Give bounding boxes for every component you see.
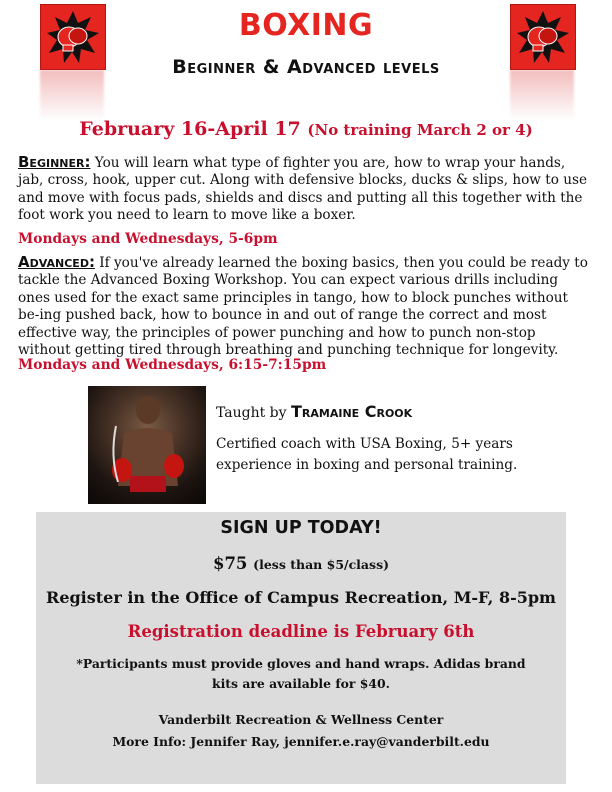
beginner-description: You will learn what type of fighter you are, how to wrap your hands, jab, cross, hook, upper cut. Along with defensive blocks, ducks & slips, how to use and move with focus pads, shields and discs and putting all this together with the foot work you need to learn to move like a boxer. xyxy=(18,155,588,224)
date-range-note: (No training March 2 or 4) xyxy=(307,121,533,139)
equipment-requirements: *Participants must provide gloves and hand wraps. Adidas brand kits are available for $40. xyxy=(76,656,526,691)
date-range xyxy=(0,118,612,140)
taught-by-label: Taught by xyxy=(216,405,287,421)
advanced-description: If you've already learned the boxing basics, then you could be ready to tackle the Advanced Boxing Workshop. You can expect various drills including ones used for the exact same principles in tango, how to block punches without be-ing pushed back, how to bounce in and out of range the correct and most effective way, the principles of power punching and how to punch non-stop without getting tired through breathing and punching technique for longevity. xyxy=(18,255,588,359)
registration-deadline: Registration deadline is February 6th xyxy=(127,622,475,641)
signup-panel xyxy=(36,512,566,784)
instructor-name: Tramaine Crook xyxy=(291,402,413,421)
beginner-section xyxy=(18,154,590,225)
instructor-photo xyxy=(88,386,206,504)
date-range-main: February 16-April 17 xyxy=(79,118,301,140)
advanced-schedule: Mondays and Wednesdays, 6:15-7:15pm xyxy=(18,357,327,373)
register-info: Register in the Office of Campus Recreation, M-F, 8-5pm xyxy=(46,588,556,607)
page-title: BOXING xyxy=(238,8,374,43)
instructor-line xyxy=(216,402,412,421)
beginner-schedule: Mondays and Wednesdays, 5-6pm xyxy=(18,231,278,247)
advanced-section xyxy=(18,254,590,359)
price-value: $75 xyxy=(212,554,248,573)
instructor-photo-figure xyxy=(88,386,206,504)
venue-name: Vanderbilt Recreation & Wellness Center xyxy=(158,712,444,727)
advanced-heading: Advanced: xyxy=(18,253,95,271)
instructor-bio: Certified coach with USA Boxing, 5+ years experience in boxing and personal training. xyxy=(216,436,518,473)
price-note: (less than $5/class) xyxy=(253,557,390,572)
price xyxy=(36,554,566,573)
beginner-heading: Beginner: xyxy=(18,153,91,171)
page-subtitle: Beginner & Advanced levels xyxy=(172,56,440,78)
contact-info: More Info: Jennifer Ray, jennifer.e.ray@vanderbilt.edu xyxy=(112,734,490,749)
signup-heading: SIGN UP TODAY! xyxy=(220,518,382,538)
